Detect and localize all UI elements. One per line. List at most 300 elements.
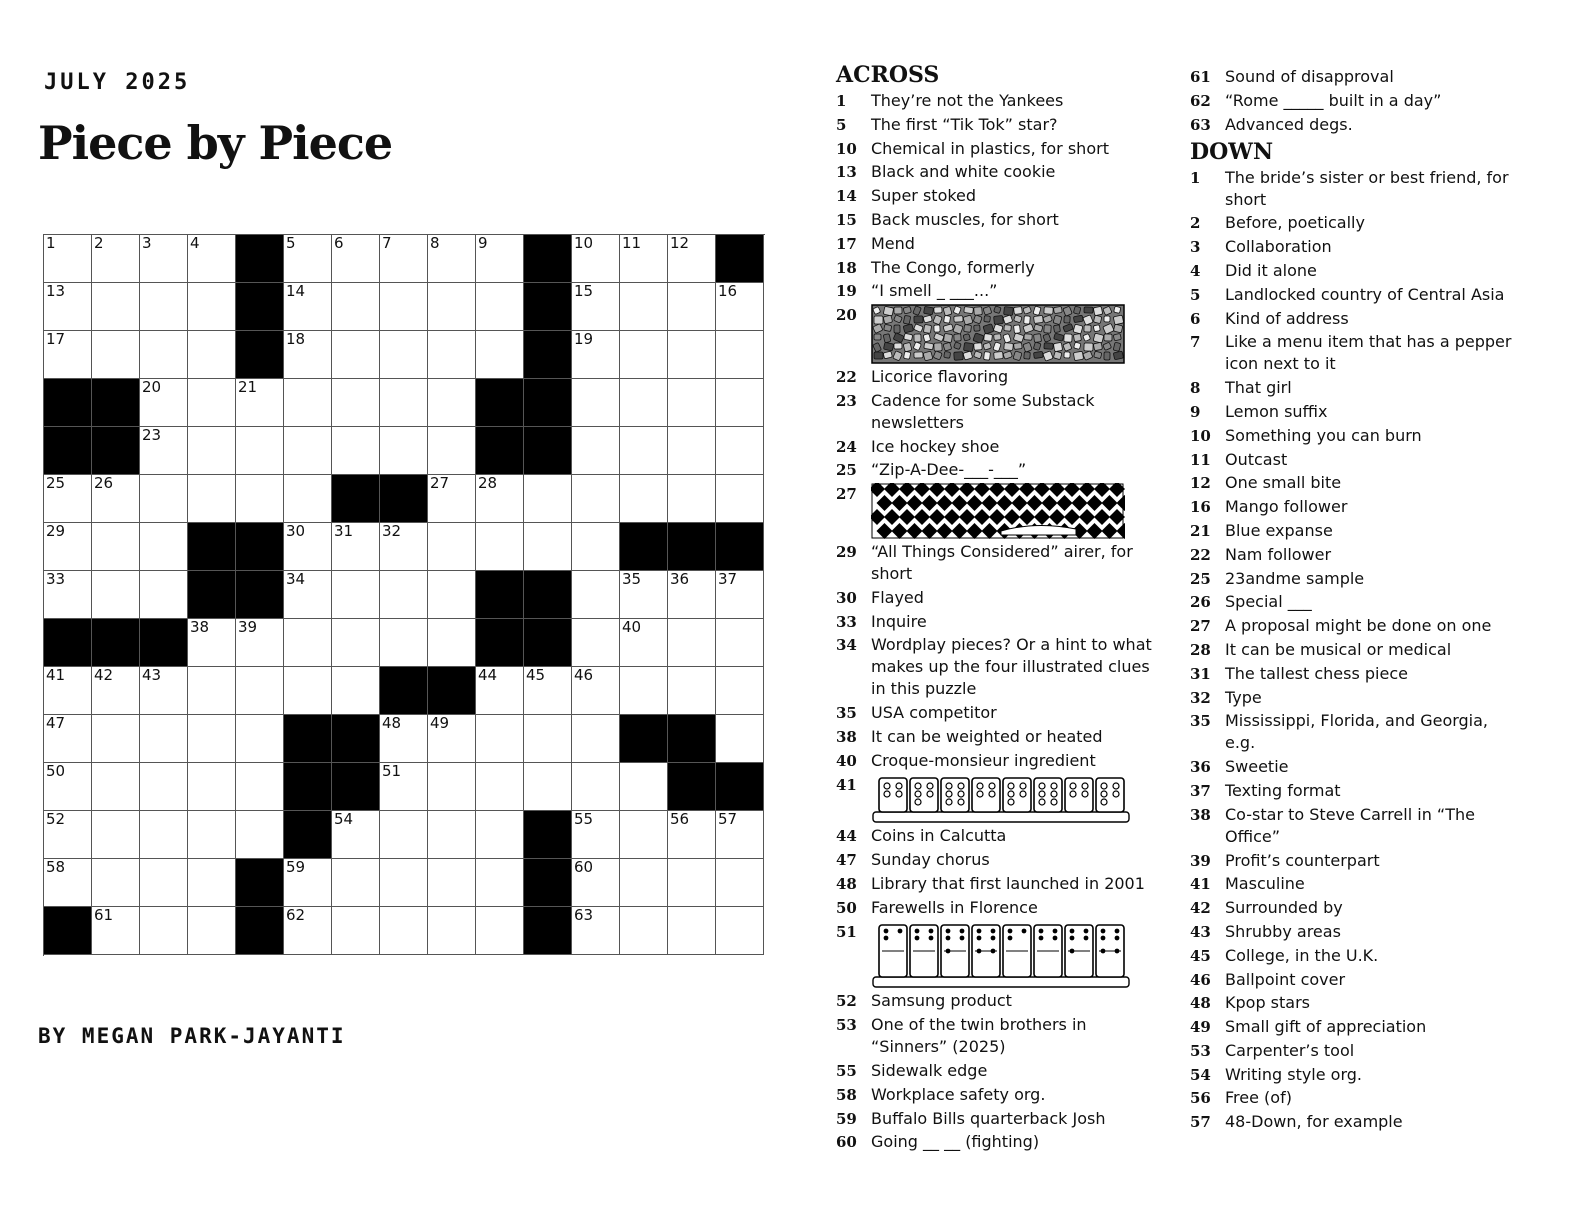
clue-item[interactable] <box>836 990 1166 1012</box>
black-square <box>524 331 572 379</box>
grid-cell[interactable] <box>332 619 380 667</box>
black-square <box>236 523 284 571</box>
clue-item-number: 34 <box>836 636 857 655</box>
grid-cell[interactable] <box>284 907 332 955</box>
clue-item[interactable] <box>1190 284 1520 306</box>
grid-cell[interactable] <box>92 331 140 379</box>
clue-item-text: Outcast <box>1225 449 1288 469</box>
grid-cell[interactable] <box>236 763 284 811</box>
grid-cell[interactable] <box>188 859 236 907</box>
grid-cell[interactable] <box>284 859 332 907</box>
grid-cell[interactable] <box>380 571 428 619</box>
grid-cell[interactable] <box>716 811 764 859</box>
grid-cell[interactable] <box>44 763 92 811</box>
clue-item[interactable] <box>1190 568 1520 590</box>
clue-item-text: Kpop stars <box>1225 993 1311 1013</box>
grid-cell[interactable] <box>572 907 620 955</box>
grid-cell[interactable] <box>44 859 92 907</box>
grid-cell[interactable] <box>572 571 620 619</box>
grid-cell[interactable] <box>524 667 572 715</box>
grid-cell[interactable] <box>428 763 476 811</box>
grid-cell[interactable] <box>620 235 668 283</box>
grid-cell[interactable] <box>332 523 380 571</box>
clue-item[interactable] <box>1190 615 1520 637</box>
clue-number: 57 <box>718 810 738 828</box>
clue-number: 42 <box>94 666 114 684</box>
clue-item[interactable] <box>1190 331 1520 375</box>
grid-cell[interactable] <box>620 571 668 619</box>
grid-cell[interactable] <box>428 619 476 667</box>
clue-item[interactable] <box>1190 308 1520 330</box>
clue-item[interactable] <box>1190 921 1520 943</box>
grid-cell[interactable] <box>284 571 332 619</box>
across-clue-list <box>836 90 1166 1153</box>
clue-item[interactable] <box>836 541 1166 585</box>
clue-item[interactable] <box>1190 639 1520 661</box>
clue-item[interactable] <box>1190 1087 1520 1109</box>
grid-cell[interactable] <box>524 475 572 523</box>
grid-cell[interactable] <box>44 667 92 715</box>
black-square <box>92 619 140 667</box>
clue-item[interactable] <box>1190 1040 1520 1062</box>
grid-cell[interactable] <box>140 427 188 475</box>
clue-item[interactable] <box>836 304 1166 364</box>
grid-cell[interactable] <box>140 475 188 523</box>
grid-cell[interactable] <box>188 379 236 427</box>
clue-item[interactable] <box>1190 992 1520 1014</box>
clue-item-number: 61 <box>1190 68 1211 86</box>
grid-cell[interactable] <box>572 235 620 283</box>
grid-cell[interactable] <box>668 475 716 523</box>
grid-cell[interactable] <box>668 235 716 283</box>
clue-item[interactable] <box>836 702 1166 724</box>
clue-item[interactable] <box>1190 850 1520 872</box>
grid-cell[interactable] <box>476 763 524 811</box>
clue-item[interactable] <box>836 233 1166 255</box>
clue-item[interactable] <box>1190 66 1520 88</box>
grid-cell[interactable] <box>476 283 524 331</box>
clue-number: 46 <box>574 666 594 684</box>
grid-cell[interactable] <box>92 283 140 331</box>
clue-item[interactable] <box>836 1108 1166 1130</box>
grid-cell[interactable] <box>140 859 188 907</box>
grid-cell[interactable] <box>428 907 476 955</box>
clue-item[interactable] <box>836 459 1166 481</box>
clue-item-number: 44 <box>836 827 857 846</box>
grid-cell[interactable] <box>284 379 332 427</box>
grid-cell[interactable] <box>428 811 476 859</box>
grid-cell[interactable] <box>236 475 284 523</box>
black-square <box>236 571 284 619</box>
clue-item-number: 49 <box>1190 1018 1211 1037</box>
grid-cell[interactable] <box>572 379 620 427</box>
clues-column-2 <box>1190 66 1520 1135</box>
grid-cell[interactable] <box>716 715 764 763</box>
clue-item[interactable] <box>836 185 1166 207</box>
clue-item[interactable] <box>836 897 1166 919</box>
grid-cell[interactable] <box>236 619 284 667</box>
grid-cell[interactable] <box>188 427 236 475</box>
clue-item[interactable] <box>836 114 1166 136</box>
clue-item[interactable] <box>836 90 1166 112</box>
grid-cell[interactable] <box>380 619 428 667</box>
clue-item-number: 38 <box>836 727 857 746</box>
clue-item[interactable] <box>1190 544 1520 566</box>
clue-item[interactable] <box>836 1014 1166 1058</box>
grid-cell[interactable] <box>92 235 140 283</box>
clue-item[interactable] <box>1190 780 1520 802</box>
grid-cell[interactable] <box>380 283 428 331</box>
clue-item-text: The first “Tik Tok” star? <box>871 114 1058 134</box>
clue-item[interactable] <box>1190 756 1520 778</box>
grid-cell[interactable] <box>92 859 140 907</box>
grid-cell[interactable] <box>572 427 620 475</box>
grid-cell[interactable] <box>572 331 620 379</box>
grid-cell[interactable] <box>668 811 716 859</box>
clue-item[interactable] <box>836 750 1166 772</box>
grid-cell[interactable] <box>380 859 428 907</box>
clue-item[interactable] <box>836 1131 1166 1153</box>
grid-cell[interactable] <box>332 331 380 379</box>
grid-cell[interactable] <box>716 331 764 379</box>
clue-item[interactable] <box>836 634 1166 700</box>
grid-cell[interactable] <box>428 859 476 907</box>
clue-item-number: 16 <box>1190 498 1211 517</box>
clue-item[interactable] <box>1190 945 1520 967</box>
grid-cell[interactable] <box>284 427 332 475</box>
grid-cell[interactable] <box>380 331 428 379</box>
grid-cell[interactable] <box>668 283 716 331</box>
clue-item[interactable] <box>836 921 1166 989</box>
grid-cell[interactable] <box>188 331 236 379</box>
grid-cell[interactable] <box>188 283 236 331</box>
grid-cell[interactable] <box>428 235 476 283</box>
grid-cell[interactable] <box>620 475 668 523</box>
clue-item[interactable] <box>836 611 1166 633</box>
clue-item[interactable] <box>836 257 1166 279</box>
grid-cell[interactable] <box>476 715 524 763</box>
grid-cell[interactable] <box>668 571 716 619</box>
grid-cell[interactable] <box>140 523 188 571</box>
clue-item[interactable] <box>836 161 1166 183</box>
clue-item-text: The bride’s sister or best friend, for short <box>1225 167 1509 209</box>
clue-item[interactable] <box>1190 167 1520 211</box>
grid-cell[interactable] <box>620 859 668 907</box>
grid-cell[interactable] <box>332 379 380 427</box>
clue-item[interactable] <box>836 366 1166 388</box>
grid-cell[interactable] <box>428 571 476 619</box>
grid-cell[interactable] <box>188 763 236 811</box>
black-square <box>332 475 380 523</box>
grid-cell[interactable] <box>380 523 428 571</box>
grid-cell[interactable] <box>716 859 764 907</box>
clue-item-number: 9 <box>1190 402 1201 421</box>
clue-number: 51 <box>382 762 402 780</box>
clue-item[interactable] <box>836 873 1166 895</box>
clue-item[interactable] <box>1190 687 1520 709</box>
grid-cell[interactable] <box>668 379 716 427</box>
clue-item[interactable] <box>1190 236 1520 258</box>
grid-cell[interactable] <box>188 811 236 859</box>
grid-cell[interactable] <box>332 811 380 859</box>
grid-cell[interactable] <box>140 715 188 763</box>
grid-cell[interactable] <box>92 763 140 811</box>
grid-cell[interactable] <box>572 859 620 907</box>
clue-item[interactable] <box>1190 663 1520 685</box>
grid-cell[interactable] <box>188 235 236 283</box>
clue-item[interactable] <box>836 825 1166 847</box>
clue-item[interactable] <box>1190 260 1520 282</box>
clue-item[interactable] <box>836 587 1166 609</box>
grid-cell[interactable] <box>620 907 668 955</box>
clue-item[interactable] <box>836 209 1166 231</box>
clue-item[interactable] <box>836 390 1166 434</box>
clue-item-text: Buffalo Bills quarterback Josh <box>871 1108 1106 1128</box>
grid-cell[interactable] <box>572 475 620 523</box>
grid-cell[interactable] <box>620 667 668 715</box>
grid-cell[interactable] <box>44 283 92 331</box>
grid-cell[interactable] <box>284 619 332 667</box>
grid-cell[interactable] <box>188 475 236 523</box>
grid-cell[interactable] <box>572 763 620 811</box>
grid-cell[interactable] <box>188 715 236 763</box>
grid-cell[interactable] <box>620 427 668 475</box>
grid-cell[interactable] <box>140 763 188 811</box>
clue-item[interactable] <box>1190 969 1520 991</box>
grid-cell[interactable] <box>476 475 524 523</box>
grid-cell[interactable] <box>380 907 428 955</box>
grid-cell[interactable] <box>668 331 716 379</box>
grid-cell[interactable] <box>716 283 764 331</box>
clue-number: 20 <box>142 378 162 396</box>
grid-cell[interactable] <box>332 859 380 907</box>
grid-cell[interactable] <box>284 523 332 571</box>
grid-cell[interactable] <box>92 667 140 715</box>
grid-cell[interactable] <box>476 811 524 859</box>
grid-cell[interactable] <box>428 475 476 523</box>
clue-item-text: Like a menu item that has a pepper icon next to it <box>1225 332 1512 374</box>
clue-item[interactable] <box>1190 496 1520 518</box>
clue-item-number: 35 <box>1190 712 1211 731</box>
grid-cell[interactable] <box>476 667 524 715</box>
grid-cell[interactable] <box>428 283 476 331</box>
grid-cell[interactable] <box>476 907 524 955</box>
clue-item[interactable] <box>1190 212 1520 234</box>
grid-cell[interactable] <box>572 811 620 859</box>
clue-item[interactable] <box>1190 114 1520 136</box>
grid-cell[interactable] <box>524 523 572 571</box>
grid-cell[interactable] <box>284 475 332 523</box>
grid-cell[interactable] <box>140 907 188 955</box>
grid-cell[interactable] <box>380 811 428 859</box>
clue-item-number: 45 <box>1190 946 1211 965</box>
grid-cell[interactable] <box>332 667 380 715</box>
grid-cell[interactable] <box>92 571 140 619</box>
clue-item[interactable] <box>1190 1111 1520 1133</box>
grid-cell[interactable] <box>140 235 188 283</box>
clue-item[interactable] <box>1190 401 1520 423</box>
grid-cell[interactable] <box>476 523 524 571</box>
grid-cell[interactable] <box>140 283 188 331</box>
grid-cell[interactable] <box>716 475 764 523</box>
black-square <box>668 763 716 811</box>
clue-item[interactable] <box>836 280 1166 302</box>
black-square <box>284 715 332 763</box>
clue-item[interactable] <box>1190 591 1520 613</box>
clue-item-text: That girl <box>1225 378 1292 398</box>
grid-cell[interactable] <box>716 619 764 667</box>
grid-cell[interactable] <box>620 283 668 331</box>
grid-cell[interactable] <box>428 715 476 763</box>
clue-item[interactable] <box>1190 1016 1520 1038</box>
clue-item-text: 48-Down, for example <box>1225 1112 1403 1132</box>
grid-cell[interactable] <box>428 331 476 379</box>
black-square <box>284 763 332 811</box>
grid-cell[interactable] <box>44 571 92 619</box>
clue-item[interactable] <box>1190 520 1520 542</box>
clue-item[interactable] <box>836 483 1166 539</box>
grid-cell[interactable] <box>620 619 668 667</box>
clue-item[interactable] <box>1190 425 1520 447</box>
clue-item-number: 14 <box>836 187 857 206</box>
grid-cell[interactable] <box>380 379 428 427</box>
grid-cell[interactable] <box>44 235 92 283</box>
clue-item[interactable] <box>1190 1064 1520 1086</box>
grid-cell[interactable] <box>620 379 668 427</box>
clue-item[interactable] <box>836 774 1166 824</box>
clue-item[interactable] <box>836 1060 1166 1082</box>
grid-cell[interactable] <box>236 811 284 859</box>
grid-cell[interactable] <box>380 763 428 811</box>
grid-cell[interactable] <box>620 811 668 859</box>
grid-cell[interactable] <box>188 619 236 667</box>
grid-cell[interactable] <box>668 619 716 667</box>
grid-cell[interactable] <box>236 667 284 715</box>
grid-cell[interactable] <box>284 331 332 379</box>
grid-cell[interactable] <box>44 331 92 379</box>
clue-item[interactable] <box>1190 90 1520 112</box>
clue-item-text: Free (of) <box>1225 1088 1292 1108</box>
grid-cell[interactable] <box>236 715 284 763</box>
grid-cell[interactable] <box>188 907 236 955</box>
clue-number: 5 <box>286 234 296 252</box>
grid-cell[interactable] <box>716 907 764 955</box>
grid-cell[interactable] <box>332 907 380 955</box>
clue-item-number: 27 <box>836 485 857 504</box>
grid-cell[interactable] <box>428 523 476 571</box>
clue-item[interactable] <box>836 849 1166 871</box>
clue-item[interactable] <box>836 138 1166 160</box>
grid-cell[interactable] <box>572 715 620 763</box>
clue-item[interactable] <box>836 436 1166 458</box>
grid-cell[interactable] <box>428 379 476 427</box>
grid-cell[interactable] <box>668 907 716 955</box>
grid-cell[interactable] <box>716 571 764 619</box>
clue-item[interactable] <box>1190 897 1520 919</box>
clue-item[interactable] <box>836 1084 1166 1106</box>
grid-cell[interactable] <box>668 859 716 907</box>
grid-cell[interactable] <box>44 475 92 523</box>
crossword-grid[interactable] <box>43 234 765 956</box>
grid-cell[interactable] <box>92 907 140 955</box>
grid-cell[interactable] <box>332 235 380 283</box>
grid-cell[interactable] <box>476 235 524 283</box>
grid-cell[interactable] <box>380 715 428 763</box>
clue-item[interactable] <box>1190 449 1520 471</box>
grid-cell[interactable] <box>572 283 620 331</box>
clue-item-text: Carpenter’s tool <box>1225 1040 1355 1060</box>
grid-cell[interactable] <box>236 379 284 427</box>
clue-item-text: Writing style org. <box>1225 1064 1363 1084</box>
grid-cell[interactable] <box>524 763 572 811</box>
grid-cell[interactable] <box>92 811 140 859</box>
grid-cell[interactable] <box>44 715 92 763</box>
grid-cell[interactable] <box>572 619 620 667</box>
grid-cell[interactable] <box>572 523 620 571</box>
grid-cell[interactable] <box>380 235 428 283</box>
grid-cell[interactable] <box>284 283 332 331</box>
clue-item[interactable] <box>1190 377 1520 399</box>
grid-cell[interactable] <box>716 427 764 475</box>
grid-cell[interactable] <box>332 283 380 331</box>
grid-cell[interactable] <box>92 715 140 763</box>
grid-cell[interactable] <box>92 523 140 571</box>
clue-item[interactable] <box>1190 804 1520 848</box>
grid-cell[interactable] <box>140 571 188 619</box>
grid-cell[interactable] <box>668 667 716 715</box>
grid-cell[interactable] <box>380 427 428 475</box>
clue-item-number: 40 <box>836 751 857 770</box>
grid-cell[interactable] <box>140 331 188 379</box>
clue-item[interactable] <box>836 726 1166 748</box>
clue-item[interactable] <box>1190 873 1520 895</box>
grid-cell[interactable] <box>332 427 380 475</box>
grid-cell[interactable] <box>140 379 188 427</box>
grid-cell[interactable] <box>188 667 236 715</box>
clue-number: 61 <box>94 906 114 924</box>
clue-item-text: Croque-monsieur ingredient <box>871 750 1096 770</box>
grid-cell[interactable] <box>620 763 668 811</box>
grid-cell[interactable] <box>140 811 188 859</box>
grid-cell[interactable] <box>716 667 764 715</box>
clue-item[interactable] <box>1190 472 1520 494</box>
grid-cell[interactable] <box>668 427 716 475</box>
clue-item[interactable] <box>1190 710 1520 754</box>
grid-cell[interactable] <box>44 523 92 571</box>
grid-cell[interactable] <box>332 571 380 619</box>
black-square <box>524 859 572 907</box>
grid-cell[interactable] <box>572 667 620 715</box>
grid-cell[interactable] <box>476 859 524 907</box>
grid-cell[interactable] <box>716 379 764 427</box>
grid-cell[interactable] <box>524 715 572 763</box>
black-square <box>332 763 380 811</box>
grid-cell[interactable] <box>476 331 524 379</box>
clue-item-number: 38 <box>1190 805 1211 824</box>
grid-cell[interactable] <box>620 331 668 379</box>
clue-item-text: Ballpoint cover <box>1225 969 1346 989</box>
grid-cell[interactable] <box>284 235 332 283</box>
grid-cell[interactable] <box>428 427 476 475</box>
grid-cell[interactable] <box>92 475 140 523</box>
clue-item-number: 53 <box>836 1016 857 1035</box>
grid-cell[interactable] <box>44 811 92 859</box>
grid-cell[interactable] <box>140 667 188 715</box>
clue-item-text: The Congo, formerly <box>871 257 1035 277</box>
grid-cell[interactable] <box>284 667 332 715</box>
clue-item-text: Surrounded by <box>1225 898 1343 918</box>
grid-cell[interactable] <box>236 427 284 475</box>
